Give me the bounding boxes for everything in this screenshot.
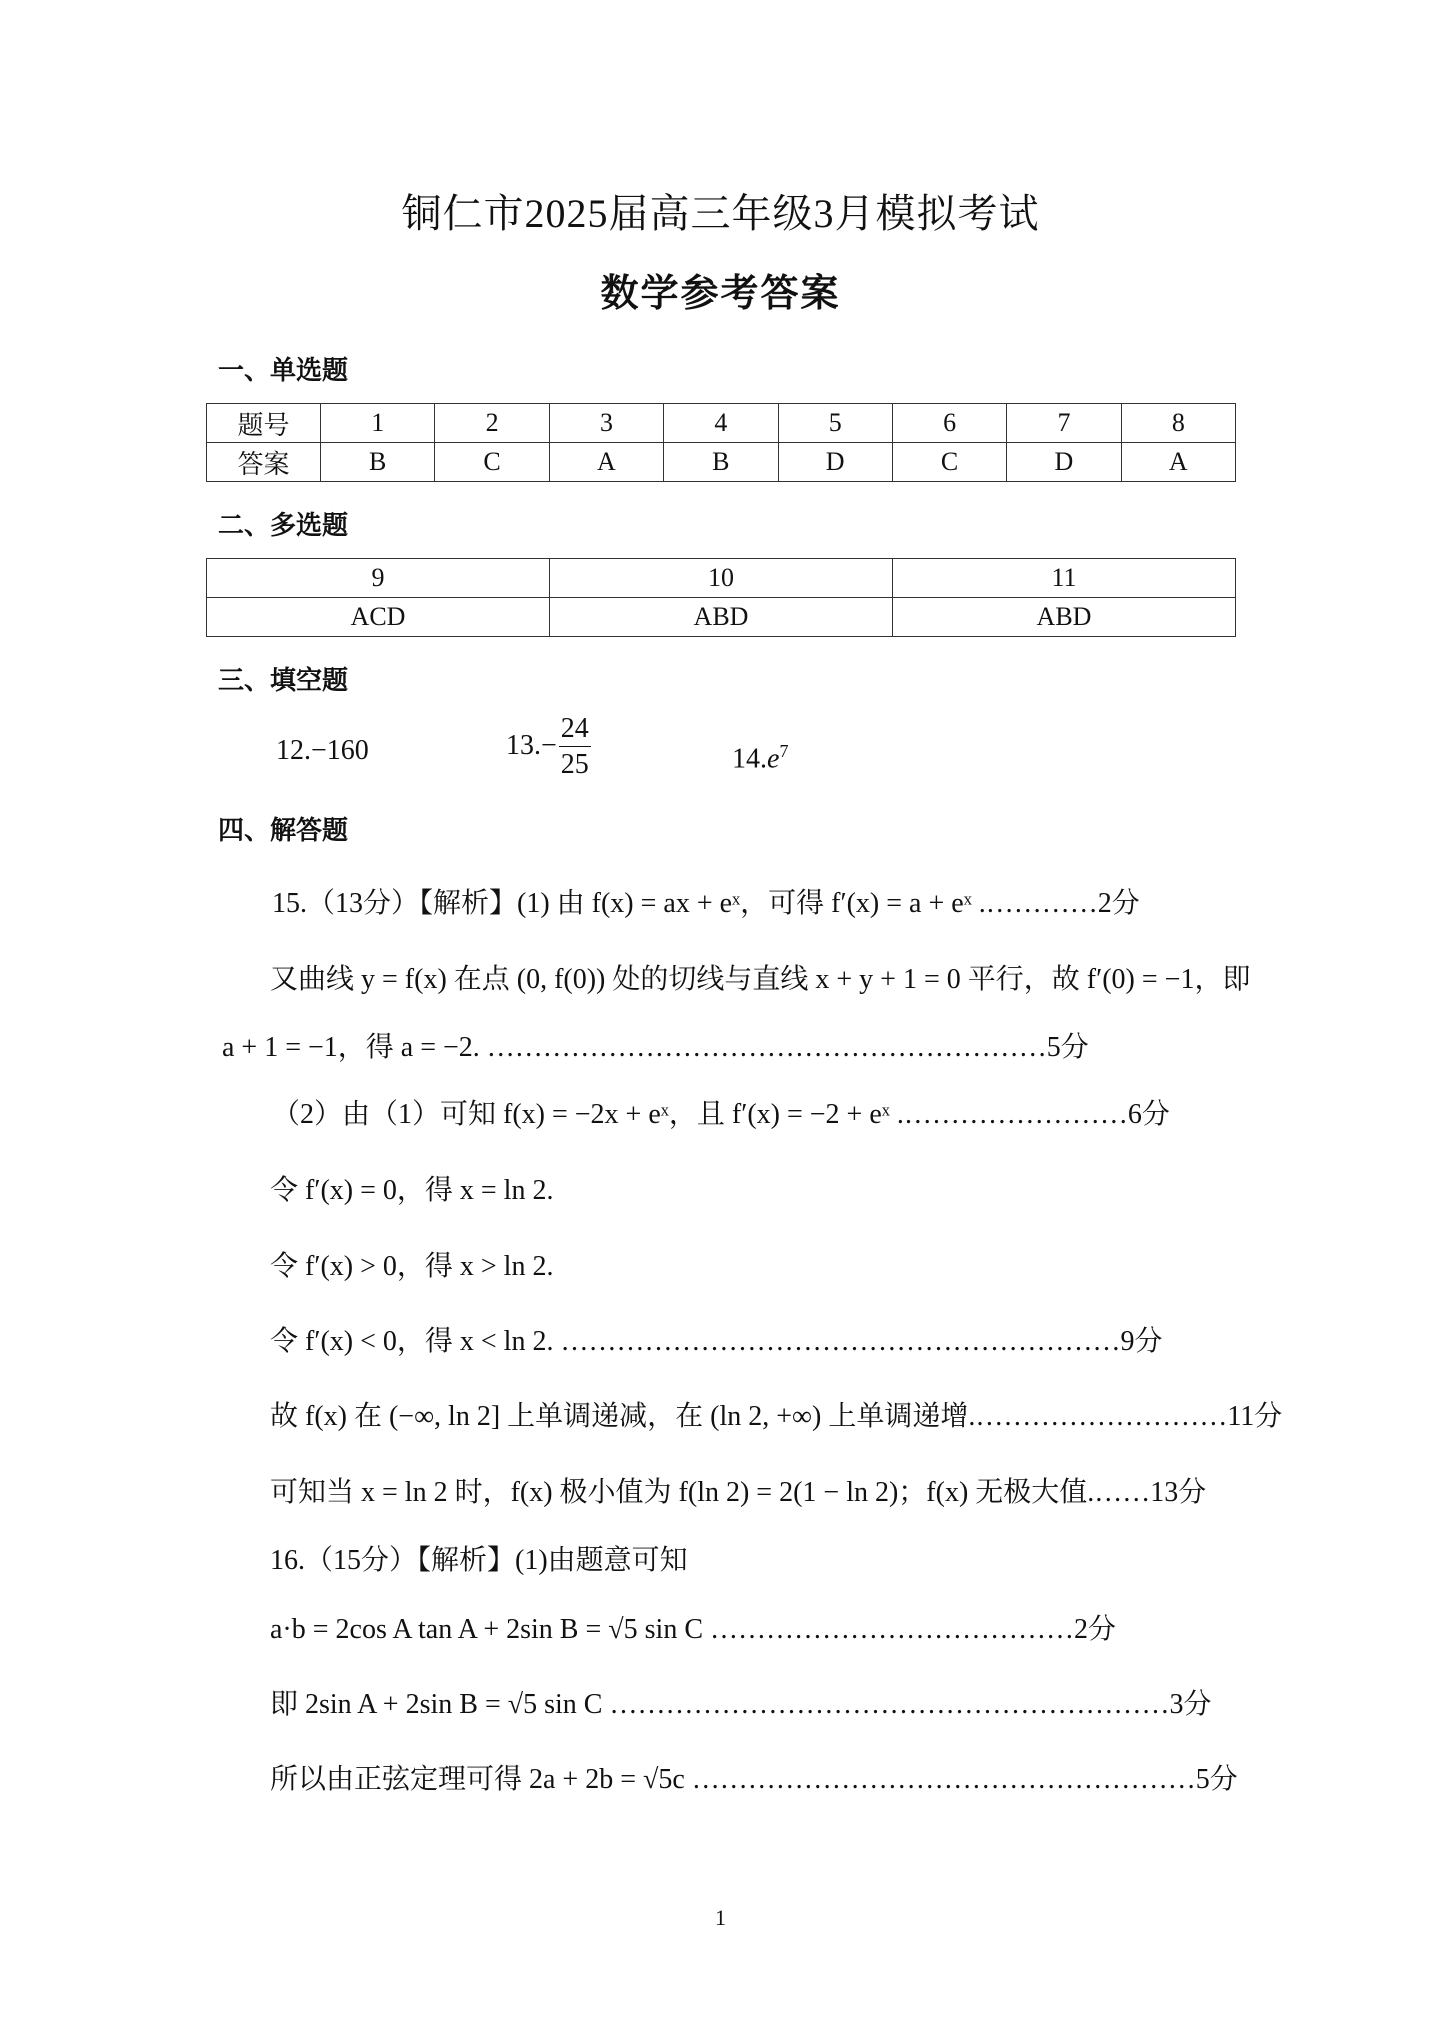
page-title: 铜仁市2025届高三年级3月模拟考试 xyxy=(401,191,1040,236)
answer-13-fraction xyxy=(559,712,591,783)
solution-line: 又曲线 y = f(x) 在点 (0, f(0)) 处的切线与直线 x + y + 1 = 0 平行，故 f′(0) = −1，即 xyxy=(270,964,1251,995)
section-single-choice-heading: 一、单选题 xyxy=(218,356,349,386)
answer-13-prefix: 13.− xyxy=(506,729,557,761)
solution-line: 令 f′(x) > 0，得 x > ln 2. xyxy=(270,1251,554,1282)
solution-line: 即 2sin A + 2sin B = √5 sin C ……………………………………………………3分 xyxy=(270,1689,1212,1720)
table-cell: 5 xyxy=(778,404,892,443)
answer-12: 12.−160 xyxy=(276,735,369,766)
table-cell: 3 xyxy=(549,404,663,443)
table-cell: B xyxy=(321,443,435,482)
table-cell: A xyxy=(549,443,663,482)
table-cell: C xyxy=(892,443,1006,482)
section-solutions-heading: 四、解答题 xyxy=(218,816,349,846)
fraction-numerator: 24 xyxy=(559,712,591,747)
answer-14 xyxy=(732,733,788,777)
table-cell: 11 xyxy=(893,559,1236,598)
row-label-question: 题号 xyxy=(207,404,321,443)
solution-line: 令 f′(x) < 0，得 x < ln 2. ……………………………………………………9分 xyxy=(270,1326,1163,1357)
table-cell: D xyxy=(778,443,892,482)
table-cell: 10 xyxy=(550,559,893,598)
table-cell: 9 xyxy=(207,559,550,598)
fraction-denominator: 25 xyxy=(560,749,589,780)
page-number: 1 xyxy=(715,1905,726,1930)
table-cell: 8 xyxy=(1121,404,1235,443)
answer-13 xyxy=(506,712,593,783)
answer-14-prefix: 14. xyxy=(732,743,767,775)
solution-line: 所以由正弦定理可得 2a + 2b = √5c ………………………………………………5分 xyxy=(270,1764,1238,1795)
table-cell: 1 xyxy=(321,404,435,443)
section-multi-choice-heading: 二、多选题 xyxy=(218,511,349,541)
solution-line: 可知当 x = ln 2 时，f(x) 极小值为 f(ln 2) = 2(1 − ln 2)；f(x) 无极大值.……13分 xyxy=(270,1477,1207,1508)
table-cell: A xyxy=(1121,443,1235,482)
table-cell: B xyxy=(664,443,778,482)
table-cell: ABD xyxy=(893,598,1236,637)
table-cell: 7 xyxy=(1007,404,1121,443)
table-row xyxy=(207,559,1236,598)
solution-line: 16.（15分）【解析】(1)由题意可知 xyxy=(270,1545,688,1576)
table-row xyxy=(207,598,1236,637)
table-cell: D xyxy=(1007,443,1121,482)
multi-choice-table xyxy=(206,558,1236,637)
solution-line: 故 f(x) 在 (−∞, ln 2] 上单调递减，在 (ln 2, +∞) 上单调递增.………………………11分 xyxy=(270,1401,1283,1432)
table-row xyxy=(207,404,1236,443)
table-cell: 4 xyxy=(664,404,778,443)
solution-line: a·b = 2cos A tan A + 2sin B = √5 sin C …………………………………2分 xyxy=(270,1614,1116,1645)
single-choice-table xyxy=(206,403,1236,482)
table-row xyxy=(207,443,1236,482)
answer-14-exponent: 7 xyxy=(779,741,789,761)
section-fill-blank-heading: 三、填空题 xyxy=(218,666,349,696)
table-cell: C xyxy=(435,443,549,482)
solution-line: 15.（13分）【解析】(1) 由 f(x) = ax + eˣ，可得 f′(x) = a + eˣ .…………2分 xyxy=(272,888,1140,919)
row-label-answer: 答案 xyxy=(207,443,321,482)
table-cell: 2 xyxy=(435,404,549,443)
solution-line: a + 1 = −1，得 a = −2. ……………………………………………………5分 xyxy=(222,1032,1089,1063)
page-subtitle: 数学参考答案 xyxy=(600,271,841,315)
table-cell: ACD xyxy=(207,598,550,637)
answer-14-base: e xyxy=(767,743,780,775)
table-cell: ABD xyxy=(550,598,893,637)
solution-line: 令 f′(x) = 0，得 x = ln 2. xyxy=(270,1175,554,1206)
table-cell: 6 xyxy=(892,404,1006,443)
solution-line: （2）由（1）可知 f(x) = −2x + eˣ，且 f′(x) = −2 + eˣ .……………………6分 xyxy=(272,1099,1170,1130)
